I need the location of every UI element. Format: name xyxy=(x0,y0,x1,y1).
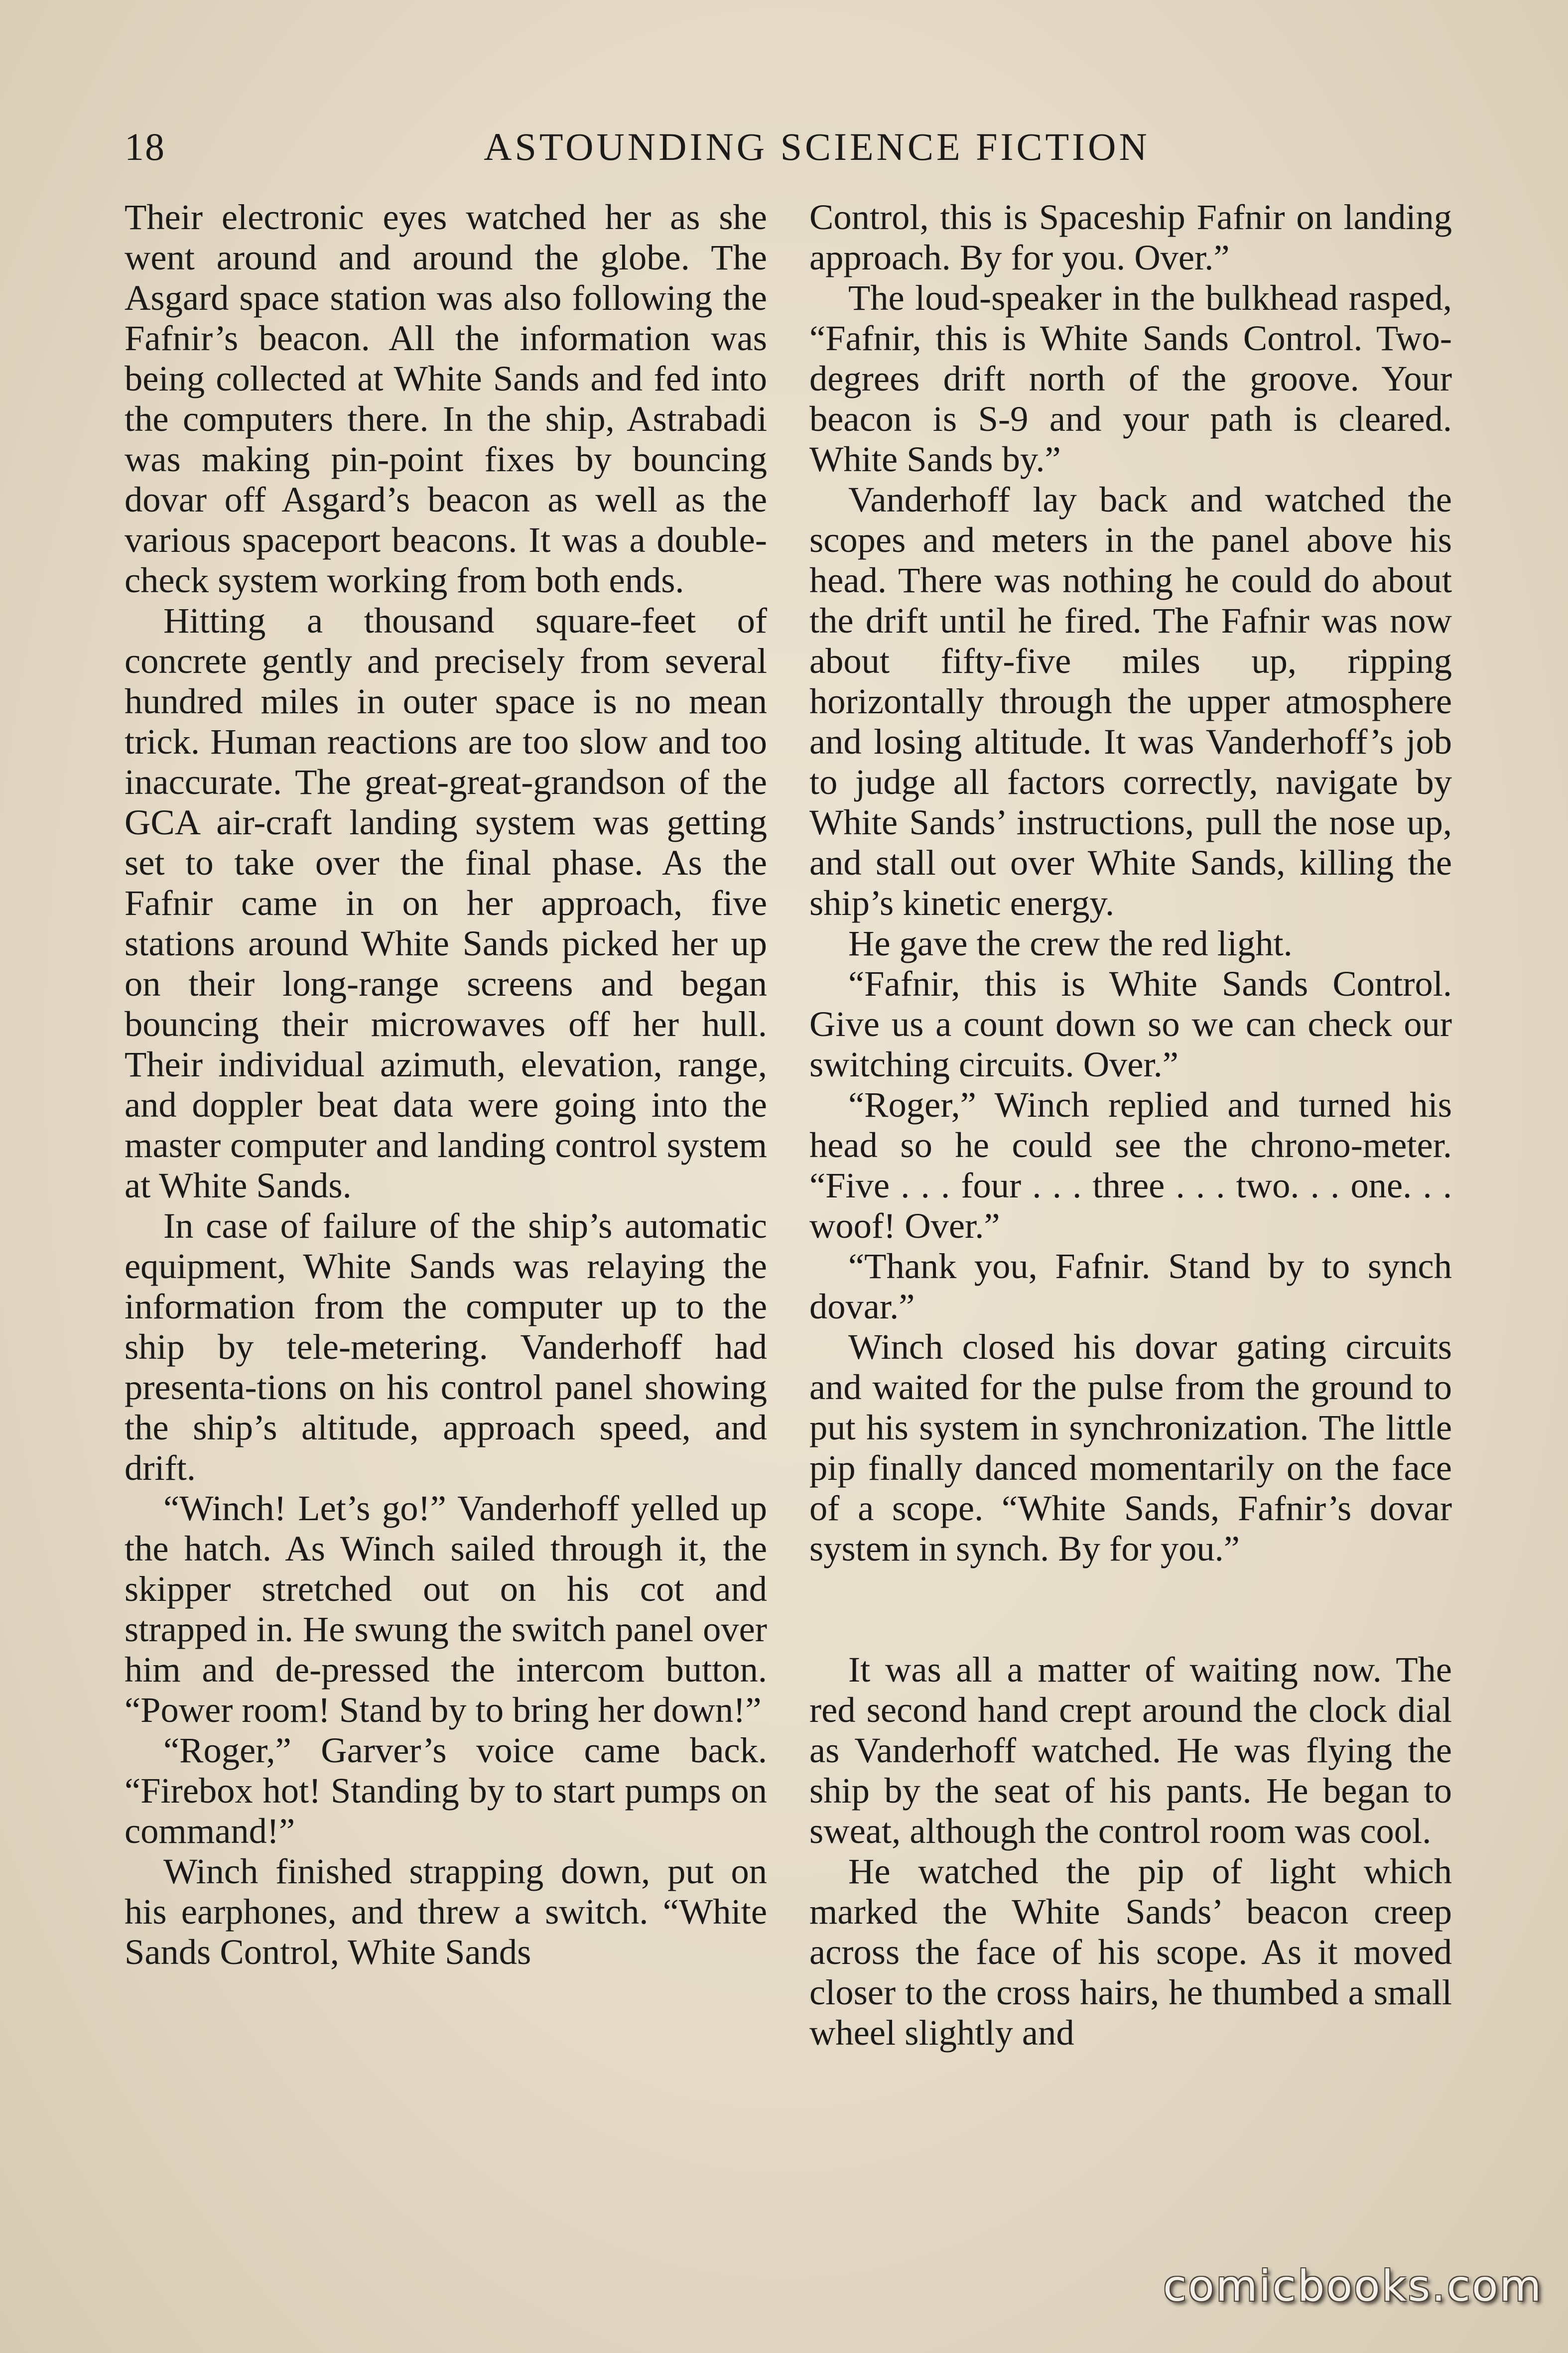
paragraph: “Roger,” Garver’s voice came back. “Firebox hot! Standing by to start pumps on command!” xyxy=(125,1730,767,1851)
paragraph: He watched the pip of light which marked the White Sands’ beacon creep across the face of his scope. As it moved closer to the cross hairs, he thumbed a small wheel slightly and xyxy=(809,1851,1452,2053)
page-number: 18 xyxy=(125,125,165,168)
paragraph: The loud-speaker in the bulkhead rasped, “Fafnir, this is White Sands Control. Two-degrees drift north of the groove. Your beacon is S-9 and your path is cleared. White Sands by.” xyxy=(809,277,1452,479)
paragraph: Winch finished strapping down, put on his earphones, and threw a switch. “White Sands Control, White Sands xyxy=(125,1851,767,1972)
paragraph: In case of failure of the ship’s automatic equipment, White Sands was relaying the information from the computer up to the ship by tele-metering. Vanderhoff had presenta-tions on his control panel showing the ship’s altitude, approach speed, and drift. xyxy=(125,1205,767,1488)
paragraph: Vanderhoff lay back and watched the scopes and meters in the panel above his head. There was nothing he could do about the drift until he fired. The Fafnir was now about fifty-five miles up, ripping horizontally through the upper atmosphere and losing altitude. It was Vanderhoff’s job to judge all factors correctly, navigate by White Sands’ instructions, pull the nose up, and stall out over White Sands, killing the ship’s kinetic energy. xyxy=(809,479,1452,923)
paragraph: Winch closed his dovar gating circuits and waited for the pulse from the ground to put his system in synchronization. The little pip finally danced momentarily on the face of a scope. “White Sands, Fafnir’s dovar system in synch. By for you.” xyxy=(809,1326,1452,1569)
paragraph: Hitting a thousand square-feet of concrete gently and precisely from several hundred miles in outer space is no mean trick. Human reactions are too slow and too inaccurate. The great-great-grandson of the GCA air-craft landing system was getting set to take over the final phase. As the Fafnir came in on her approach, five stations around White Sands picked her up on their long-range screens and began bouncing their microwaves off her hull. Their individual azimuth, elevation, range, and doppler beat data were going into the master computer and landing control system at White Sands. xyxy=(125,600,767,1205)
paragraph: Control, this is Spaceship Fafnir on landing approach. By for you. Over.” xyxy=(809,197,1452,277)
page-header xyxy=(125,125,1449,179)
watermark: comicbooks.com xyxy=(1163,2261,1543,2311)
left-column xyxy=(125,197,767,1972)
paragraph: “Fafnir, this is White Sands Control. Give us a count down so we can check our switching circuits. Over.” xyxy=(809,963,1452,1084)
paragraph: “Roger,” Winch replied and turned his head so he could see the chrono-meter. “Five . . . four . . . three . . . two. . . one. . . woof! Over.” xyxy=(809,1084,1452,1246)
paragraph: He gave the crew the red light. xyxy=(848,923,1293,963)
paragraph: “Thank you, Fafnir. Stand by to synch dovar.” xyxy=(809,1246,1452,1326)
paragraph: “Winch! Let’s go!” Vanderhoff yelled up the hatch. As Winch sailed through it, the skipper stretched out on his cot and strapped in. He swung the switch panel over him and de-pressed the intercom button. “Power room! Stand by to bring her down!” xyxy=(125,1488,767,1730)
right-column xyxy=(809,197,1452,2053)
running-head: ASTOUNDING SCIENCE FICTION xyxy=(484,125,1150,168)
paragraph: It was all a matter of waiting now. The red second hand crept around the clock dial as Vanderhoff watched. He was flying the ship by the seat of his pants. He began to sweat, although the control room was cool. xyxy=(809,1649,1452,1851)
paragraph: Their electronic eyes watched her as she went around and around the globe. The Asgard space station was also following the Fafnir’s beacon. All the information was being collected at White Sands and fed into the computers there. In the ship, Astrabadi was making pin-point fixes by bouncing dovar off Asgard’s beacon as well as the various spaceport beacons. It was a double-check system working from both ends. xyxy=(125,197,767,600)
